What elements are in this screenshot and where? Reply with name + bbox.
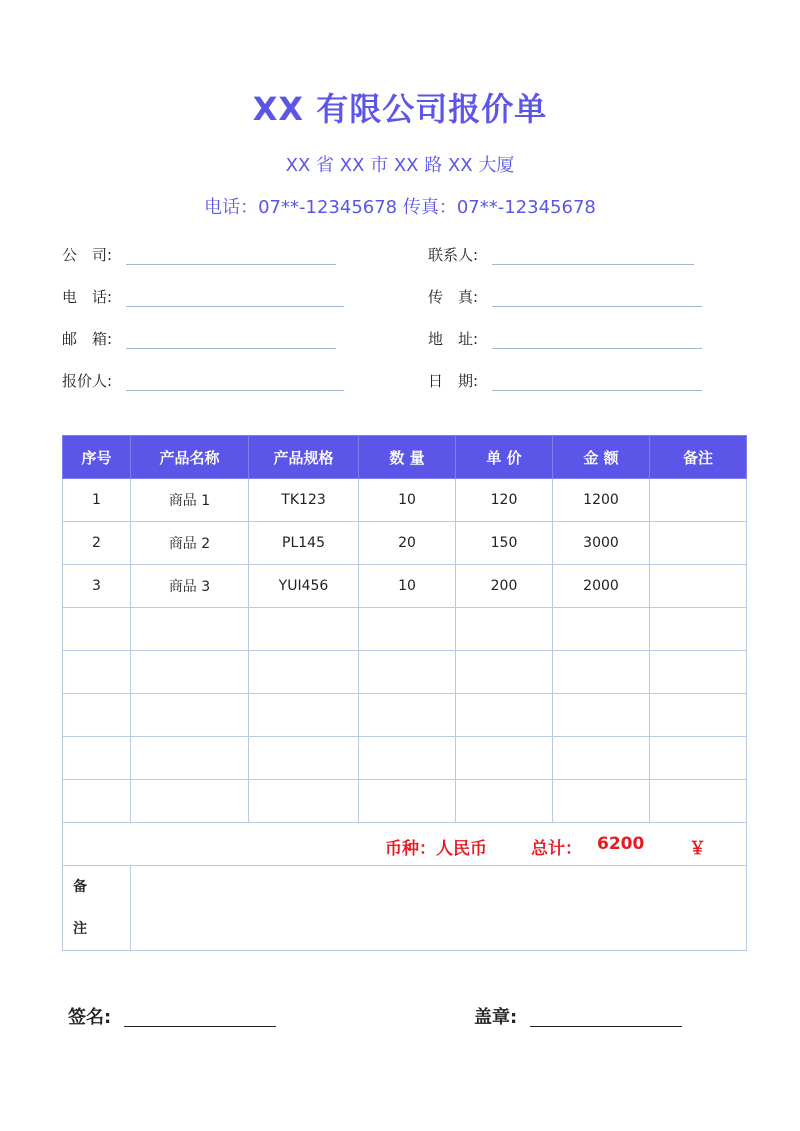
contact-person-input-line[interactable] [492,264,694,265]
cell-amount[interactable]: 3000 [553,522,650,565]
cell-unit-price[interactable] [456,694,553,737]
cell-index[interactable] [63,780,131,823]
table-row [63,479,747,522]
seal-field[interactable] [474,1003,517,1029]
cell-product-name[interactable] [131,608,249,651]
cell-unit-price[interactable] [456,737,553,780]
contact-person-label: 联系人: [428,246,479,264]
currency-symbol: ￥ [689,839,706,859]
date-label: 日 期: [428,372,479,390]
cell-product-name[interactable] [131,737,249,780]
fax-label: 传 真: [428,288,479,306]
table-header-row [63,436,747,479]
cell-unit-price[interactable] [456,651,553,694]
cell-unit-price[interactable] [456,608,553,651]
cell-index[interactable] [63,694,131,737]
cell-unit-price[interactable]: 120 [456,479,553,522]
quotation-table [62,435,747,951]
table-row [63,608,747,651]
table-row [63,651,747,694]
company-label: 公 司: [62,246,113,264]
cell-product-spec[interactable]: TK123 [249,479,359,522]
company-address: XX 省 XX 市 XX 路 XX 大厦 [285,155,515,176]
total-row [63,823,747,866]
total-value: 6200 [597,834,645,854]
cell-index[interactable]: 2 [63,522,131,565]
cell-remark[interactable] [650,479,747,522]
cell-amount[interactable] [553,608,650,651]
cell-amount[interactable] [553,737,650,780]
company-contact: 电话：07**-12345678 传真：07**-12345678 [204,197,596,218]
cell-remark[interactable] [650,565,747,608]
cell-amount[interactable]: 2000 [553,565,650,608]
email-label: 邮 箱: [62,330,113,348]
cell-amount[interactable] [553,651,650,694]
seal-label: 盖章: [474,1007,518,1028]
cell-index[interactable] [63,737,131,780]
cell-product-name[interactable] [131,780,249,823]
cell-remark[interactable] [650,780,747,823]
header-unit-price: 单 价 [456,436,553,479]
phone-label: 电 话: [62,288,113,306]
cell-product-name[interactable]: 商品 3 [131,565,249,608]
cell-unit-price[interactable] [456,780,553,823]
cell-amount[interactable]: 1200 [553,479,650,522]
cell-quantity[interactable] [359,780,456,823]
cell-product-spec[interactable] [249,694,359,737]
cell-index[interactable] [63,608,131,651]
cell-remark[interactable] [650,651,747,694]
header-amount: 金 额 [553,436,650,479]
cell-remark[interactable] [650,694,747,737]
quoter-label: 报价人: [62,372,113,390]
address-label: 地 址: [428,330,479,348]
company-input-line[interactable] [126,264,336,265]
table-row [63,565,747,608]
cell-product-name[interactable]: 商品 1 [131,479,249,522]
cell-quantity[interactable] [359,694,456,737]
signature-field[interactable] [68,1003,111,1029]
cell-remark[interactable] [650,522,747,565]
cell-amount[interactable] [553,780,650,823]
signature-label: 签名: [68,1007,112,1028]
total-cell [63,823,747,866]
header-product-name: 产品名称 [131,436,249,479]
cell-quantity[interactable]: 10 [359,565,456,608]
header-index: 序号 [63,436,131,479]
date-input-line[interactable] [492,390,702,391]
cell-unit-price[interactable]: 200 [456,565,553,608]
cell-product-spec[interactable]: YUI456 [249,565,359,608]
cell-product-name[interactable]: 商品 2 [131,522,249,565]
cell-remark[interactable] [650,608,747,651]
cell-product-spec[interactable] [249,737,359,780]
fax-input-line[interactable] [492,306,702,307]
signature-line[interactable] [124,1026,276,1027]
currency-text: 币种：人民币 [385,839,487,859]
cell-product-spec[interactable]: PL145 [249,522,359,565]
table-row [63,780,747,823]
cell-quantity[interactable]: 10 [359,479,456,522]
header-quantity: 数 量 [359,436,456,479]
table-row [63,522,747,565]
remark-label-1: 备 [73,879,87,895]
cell-index[interactable] [63,651,131,694]
header-product-spec: 产品规格 [249,436,359,479]
email-input-line[interactable] [126,348,336,349]
page-title: XX 有限公司报价单 [252,90,548,128]
table-row [63,694,747,737]
cell-quantity[interactable] [359,651,456,694]
quoter-input-line[interactable] [126,390,344,391]
seal-line[interactable] [530,1026,682,1027]
phone-input-line[interactable] [126,306,344,307]
cell-quantity[interactable]: 20 [359,522,456,565]
remark-content[interactable] [131,866,747,951]
header-remark: 备注 [650,436,747,479]
cell-product-name[interactable] [131,694,249,737]
cell-index[interactable]: 1 [63,479,131,522]
total-label: 总计： [531,839,582,859]
cell-unit-price[interactable]: 150 [456,522,553,565]
cell-product-spec[interactable] [249,651,359,694]
cell-amount[interactable] [553,694,650,737]
table-row [63,737,747,780]
cell-remark[interactable] [650,737,747,780]
cell-product-name[interactable] [131,651,249,694]
cell-index[interactable]: 3 [63,565,131,608]
cell-product-spec[interactable] [249,780,359,823]
remark-row [63,866,747,951]
remark-label-2: 注 [73,921,87,937]
address-input-line[interactable] [492,348,702,349]
cell-product-spec[interactable] [249,608,359,651]
cell-quantity[interactable] [359,608,456,651]
remark-label-cell [63,866,131,951]
cell-quantity[interactable] [359,737,456,780]
